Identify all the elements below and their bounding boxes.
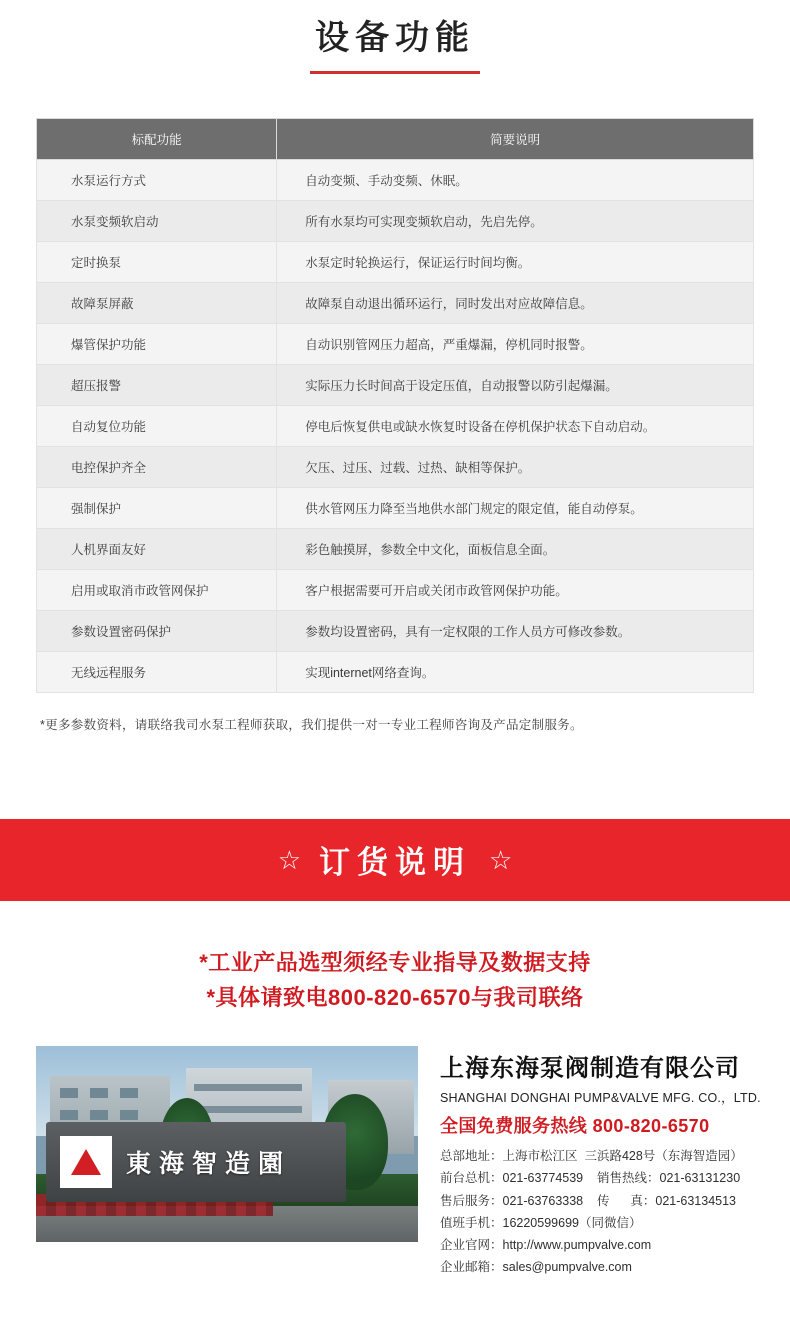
cell-feature: 强制保护 (37, 487, 277, 528)
cell-feature: 爆管保护功能 (37, 323, 277, 364)
cell-feature: 超压报警 (37, 364, 277, 405)
spec-table-head (37, 118, 754, 159)
company-block (0, 1026, 790, 1319)
star-icon: ☆ (277, 844, 301, 875)
contact-row-website: 企业官网：http://www.pumpvalve.com (440, 1238, 652, 1253)
table-footnote: *更多参数资料，请联络我司水泵工程师获取，我们提供一对一专业工程师咨询及产品定制服务。 (40, 717, 583, 732)
company-info (440, 1046, 764, 1279)
table-row (37, 282, 754, 323)
cell-feature: 电控保护齐全 (37, 446, 277, 487)
table-row (37, 159, 754, 200)
cell-feature: 自动复位功能 (37, 405, 277, 446)
contact-row-email: 企业邮箱：sales@pumpvalve.com (440, 1260, 632, 1275)
page-title: 设备功能 (315, 19, 475, 57)
company-name-en: SHANGHAI DONGHAI PUMP&VALVE MFG. CO.，LTD. (440, 1091, 761, 1106)
cell-description: 实现internet网络查询。 (277, 651, 754, 692)
page-title-block (0, 0, 790, 74)
cell-description: 故障泵自动退出循环运行，同时发出对应故障信息。 (277, 282, 754, 323)
contact-list (440, 1145, 764, 1279)
contact-row-front-desk: 前台总机：021-63774539 销售热线：021-63131230 (440, 1171, 741, 1186)
order-note-line-2: *具体请致电800-820-6570与我司联络 (206, 985, 584, 1011)
section-spacer (0, 733, 790, 819)
cell-description: 自动识别管网压力超高，严重爆漏，停机同时报警。 (277, 323, 754, 364)
cell-feature: 参数设置密码保护 (37, 610, 277, 651)
table-row (37, 487, 754, 528)
table-row (37, 446, 754, 487)
cell-description: 停电后恢复供电或缺水恢复时设备在停机保护状态下自动启动。 (277, 405, 754, 446)
cell-feature: 人机界面友好 (37, 528, 277, 569)
order-notes (0, 901, 790, 1026)
spec-table-wrap (0, 74, 790, 693)
cell-feature: 水泵变频软启动 (37, 200, 277, 241)
table-row (37, 610, 754, 651)
cell-description: 欠压、过压、过载、过热、缺相等保护。 (277, 446, 754, 487)
cell-feature: 水泵运行方式 (37, 159, 277, 200)
factory-photo (36, 1046, 418, 1242)
spec-table (36, 118, 754, 693)
order-banner-title: 订货说明 (319, 845, 471, 881)
table-row (37, 241, 754, 282)
column-header-feature: 标配功能 (37, 118, 277, 159)
cell-description: 客户根据需要可开启或关闭市政管网保护功能。 (277, 569, 754, 610)
contact-row-address: 总部地址：上海市松江区 三浜路428号（东海智造园） (440, 1149, 743, 1164)
table-row (37, 364, 754, 405)
spec-table-body (37, 159, 754, 692)
cell-description: 水泵定时轮换运行，保证运行时间均衡。 (277, 241, 754, 282)
photo-entrance-sign (46, 1122, 346, 1202)
table-row (37, 569, 754, 610)
cell-feature: 故障泵屏蔽 (37, 282, 277, 323)
cell-description: 彩色触摸屏，参数全中文化，面板信息全面。 (277, 528, 754, 569)
table-row (37, 651, 754, 692)
order-banner-inner (278, 837, 513, 882)
contact-row-duty-mobile: 值班手机：16220599699（同微信） (440, 1215, 642, 1230)
service-hotline: 全国免费服务热线 800-820-6570 (440, 1116, 710, 1137)
cell-description: 自动变频、手动变频、休眠。 (277, 159, 754, 200)
table-row (37, 200, 754, 241)
order-banner (0, 819, 790, 901)
cell-description: 参数均设置密码，具有一定权限的工作人员方可修改参数。 (277, 610, 754, 651)
table-row (37, 528, 754, 569)
sign-text: 東海智造園 (126, 1150, 292, 1179)
table-header-row (37, 118, 754, 159)
cell-description: 供水管网压力降至当地供水部门规定的限定值，能自动停泵。 (277, 487, 754, 528)
cell-description: 所有水泵均可实现变频软启动，先启先停。 (277, 200, 754, 241)
cell-feature: 无线远程服务 (37, 651, 277, 692)
contact-row-after-sales: 售后服务：021-63763338 传 真：021-63134513 (440, 1193, 736, 1208)
table-row (37, 405, 754, 446)
star-icon: ☆ (489, 844, 513, 875)
company-logo-icon (60, 1136, 112, 1188)
cell-feature: 定时换泵 (37, 241, 277, 282)
cell-description: 实际压力长时间高于设定压值，自动报警以防引起爆漏。 (277, 364, 754, 405)
table-row (37, 323, 754, 364)
cell-feature: 启用或取消市政管网保护 (37, 569, 277, 610)
column-header-description: 简要说明 (277, 118, 754, 159)
order-note-line-1: *工业产品选型须经专业指导及数据支持 (199, 949, 591, 975)
company-name-cn: 上海东海泵阀制造有限公司 (440, 1055, 740, 1083)
